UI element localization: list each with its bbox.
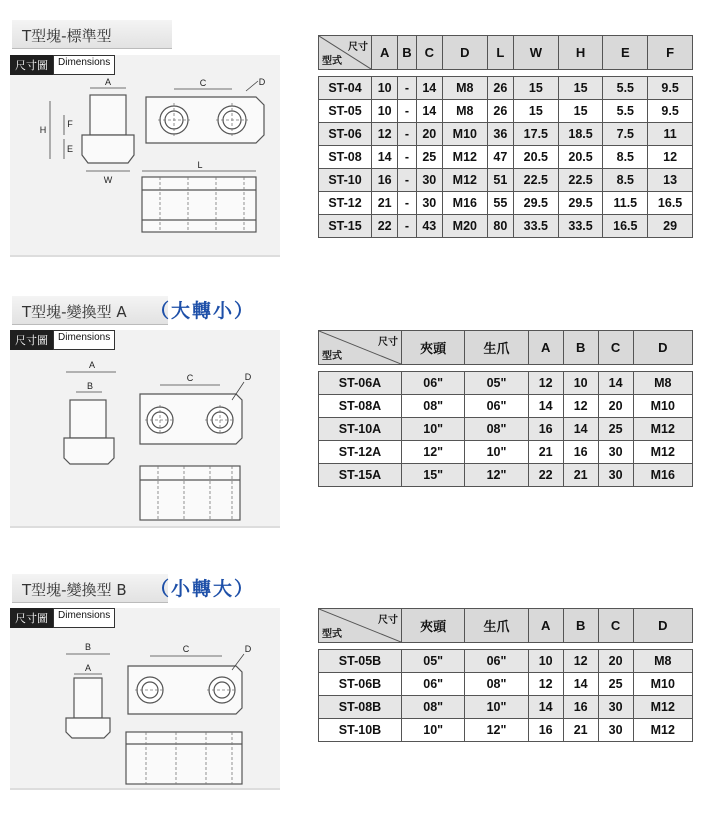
t-block-type-a-drawing bbox=[10, 330, 280, 526]
value-cell: 20 bbox=[416, 123, 442, 146]
header-cell: C bbox=[598, 331, 633, 365]
value-cell: 11 bbox=[648, 123, 693, 146]
value-cell: 8.5 bbox=[603, 146, 648, 169]
value-cell: M12 bbox=[633, 696, 692, 719]
value-cell: 33.5 bbox=[558, 215, 603, 238]
t-block-standard-drawing bbox=[10, 55, 280, 255]
value-cell: M12 bbox=[442, 169, 487, 192]
value-cell: 15 bbox=[558, 77, 603, 100]
dimensions-label-cn: 尺寸圖 bbox=[10, 330, 53, 350]
section3-dimension-drawing bbox=[10, 608, 280, 790]
model-cell: ST-15A bbox=[319, 464, 402, 487]
value-cell: 55 bbox=[487, 192, 513, 215]
header-cell: F bbox=[648, 36, 693, 70]
value-cell: 16 bbox=[563, 441, 598, 464]
value-cell: 14 bbox=[372, 146, 398, 169]
value-cell: 10 bbox=[372, 100, 398, 123]
value-cell: 29.5 bbox=[558, 192, 603, 215]
value-cell: 08" bbox=[465, 418, 528, 441]
header-cell: W bbox=[513, 36, 558, 70]
value-cell: 12 bbox=[372, 123, 398, 146]
dimensions-label-en: Dimensions bbox=[53, 608, 115, 628]
value-cell: 15 bbox=[513, 77, 558, 100]
label-w: W bbox=[103, 175, 113, 185]
value-cell: - bbox=[398, 77, 416, 100]
value-cell: 14 bbox=[528, 696, 563, 719]
label-b: B bbox=[84, 642, 92, 652]
value-cell: 11.5 bbox=[603, 192, 648, 215]
value-cell: 16 bbox=[528, 719, 563, 742]
table-row bbox=[319, 395, 693, 418]
label-d: D bbox=[244, 644, 252, 654]
value-cell: 10 bbox=[372, 77, 398, 100]
value-cell: 22.5 bbox=[513, 169, 558, 192]
header-cell: B bbox=[563, 609, 598, 643]
value-cell: 14 bbox=[416, 77, 442, 100]
model-cell: ST-06A bbox=[319, 372, 402, 395]
section2-spec-table bbox=[318, 330, 693, 487]
header-corner: 尺寸 型式 bbox=[319, 331, 402, 365]
header-corner: 尺寸 型式 bbox=[319, 36, 372, 70]
value-cell: 30 bbox=[598, 719, 633, 742]
table-row bbox=[319, 464, 693, 487]
table-row bbox=[319, 673, 693, 696]
header-cell: C bbox=[416, 36, 442, 70]
label-h: H bbox=[39, 125, 47, 135]
header-cell: B bbox=[398, 36, 416, 70]
dimensions-label-cn: 尺寸圖 bbox=[10, 608, 53, 628]
value-cell: M16 bbox=[442, 192, 487, 215]
label-l: L bbox=[197, 160, 203, 170]
model-cell: ST-15 bbox=[319, 215, 372, 238]
table-row bbox=[319, 441, 693, 464]
header-cell: 生爪 bbox=[465, 331, 528, 365]
value-cell: 30 bbox=[416, 169, 442, 192]
value-cell: 47 bbox=[487, 146, 513, 169]
label-a: A bbox=[84, 663, 92, 673]
label-b: B bbox=[86, 381, 94, 391]
value-cell: 30 bbox=[598, 441, 633, 464]
model-cell: ST-05 bbox=[319, 100, 372, 123]
value-cell: 06" bbox=[402, 673, 465, 696]
label-d: D bbox=[258, 77, 266, 87]
header-cell: C bbox=[598, 609, 633, 643]
model-cell: ST-10B bbox=[319, 719, 402, 742]
value-cell: M10 bbox=[442, 123, 487, 146]
table-header-row bbox=[319, 36, 693, 70]
value-cell: 22 bbox=[528, 464, 563, 487]
label-f: F bbox=[67, 119, 73, 129]
value-cell: 06" bbox=[465, 395, 528, 418]
value-cell: 06" bbox=[465, 650, 528, 673]
value-cell: - bbox=[398, 215, 416, 238]
value-cell: 22.5 bbox=[558, 169, 603, 192]
value-cell: 18.5 bbox=[558, 123, 603, 146]
value-cell: M8 bbox=[633, 650, 692, 673]
value-cell: 9.5 bbox=[648, 77, 693, 100]
value-cell: M16 bbox=[633, 464, 692, 487]
value-cell: 12 bbox=[563, 650, 598, 673]
value-cell: 29.5 bbox=[513, 192, 558, 215]
table-row bbox=[319, 696, 693, 719]
model-cell: ST-12A bbox=[319, 441, 402, 464]
label-d: D bbox=[244, 372, 252, 382]
value-cell: 20 bbox=[598, 395, 633, 418]
value-cell: 10" bbox=[465, 441, 528, 464]
value-cell: 15 bbox=[513, 100, 558, 123]
value-cell: 25 bbox=[598, 673, 633, 696]
header-cell: D bbox=[633, 609, 692, 643]
section3-subtitle: （小轉大） bbox=[150, 578, 256, 600]
value-cell: 12 bbox=[648, 146, 693, 169]
section1-title: T型塊-標準型 bbox=[12, 20, 172, 49]
model-cell: ST-06 bbox=[319, 123, 372, 146]
table-row bbox=[319, 418, 693, 441]
model-cell: ST-05B bbox=[319, 650, 402, 673]
table-row bbox=[319, 123, 693, 146]
value-cell: 5.5 bbox=[603, 77, 648, 100]
value-cell: 16 bbox=[528, 418, 563, 441]
model-cell: ST-10 bbox=[319, 169, 372, 192]
value-cell: M12 bbox=[633, 719, 692, 742]
value-cell: 33.5 bbox=[513, 215, 558, 238]
value-cell: 20.5 bbox=[513, 146, 558, 169]
value-cell: 05" bbox=[465, 372, 528, 395]
label-a: A bbox=[104, 77, 112, 87]
section3-spec-table bbox=[318, 608, 693, 742]
value-cell: M8 bbox=[633, 372, 692, 395]
label-e: E bbox=[66, 144, 74, 154]
table-row bbox=[319, 215, 693, 238]
value-cell: 10 bbox=[563, 372, 598, 395]
value-cell: 15" bbox=[402, 464, 465, 487]
header-cell: D bbox=[633, 331, 692, 365]
value-cell: 14 bbox=[563, 418, 598, 441]
section2-dimension-drawing bbox=[10, 330, 280, 528]
value-cell: 7.5 bbox=[603, 123, 648, 146]
label-c: C bbox=[186, 373, 194, 383]
value-cell: M8 bbox=[442, 100, 487, 123]
value-cell: 80 bbox=[487, 215, 513, 238]
value-cell: 10" bbox=[402, 719, 465, 742]
value-cell: 21 bbox=[563, 719, 598, 742]
value-cell: 13 bbox=[648, 169, 693, 192]
header-cell: 生爪 bbox=[465, 609, 528, 643]
section1-dimension-drawing bbox=[10, 55, 280, 257]
header-cell: A bbox=[528, 331, 563, 365]
value-cell: 22 bbox=[372, 215, 398, 238]
value-cell: 5.5 bbox=[603, 100, 648, 123]
model-cell: ST-10A bbox=[319, 418, 402, 441]
value-cell: 14 bbox=[528, 395, 563, 418]
model-cell: ST-06B bbox=[319, 673, 402, 696]
table-row bbox=[319, 650, 693, 673]
value-cell: 16.5 bbox=[648, 192, 693, 215]
value-cell: 21 bbox=[528, 441, 563, 464]
table-row bbox=[319, 192, 693, 215]
header-cell: 夾頭 bbox=[402, 609, 465, 643]
value-cell: 29 bbox=[648, 215, 693, 238]
value-cell: 08" bbox=[402, 395, 465, 418]
table-row bbox=[319, 146, 693, 169]
value-cell: 17.5 bbox=[513, 123, 558, 146]
value-cell: 20 bbox=[598, 650, 633, 673]
value-cell: 30 bbox=[416, 192, 442, 215]
value-cell: 16.5 bbox=[603, 215, 648, 238]
section1-spec-table bbox=[318, 35, 693, 238]
value-cell: M8 bbox=[442, 77, 487, 100]
value-cell: 26 bbox=[487, 100, 513, 123]
header-cell: A bbox=[528, 609, 563, 643]
value-cell: 26 bbox=[487, 77, 513, 100]
value-cell: 25 bbox=[416, 146, 442, 169]
value-cell: 21 bbox=[372, 192, 398, 215]
value-cell: M10 bbox=[633, 395, 692, 418]
header-cell: H bbox=[558, 36, 603, 70]
dimensions-label-en: Dimensions bbox=[53, 55, 115, 75]
header-cell: L bbox=[487, 36, 513, 70]
value-cell: 15 bbox=[558, 100, 603, 123]
table-row bbox=[319, 372, 693, 395]
value-cell: 12 bbox=[528, 372, 563, 395]
header-cell: E bbox=[603, 36, 648, 70]
table-row bbox=[319, 169, 693, 192]
header-cell: B bbox=[563, 331, 598, 365]
label-c: C bbox=[182, 644, 190, 654]
model-cell: ST-12 bbox=[319, 192, 372, 215]
value-cell: - bbox=[398, 100, 416, 123]
value-cell: 25 bbox=[598, 418, 633, 441]
value-cell: 06" bbox=[402, 372, 465, 395]
value-cell: 16 bbox=[372, 169, 398, 192]
table-row bbox=[319, 77, 693, 100]
section3-title: T型塊-變換型 B bbox=[12, 574, 168, 603]
value-cell: 12" bbox=[402, 441, 465, 464]
value-cell: - bbox=[398, 192, 416, 215]
value-cell: 10" bbox=[465, 696, 528, 719]
header-cell: A bbox=[372, 36, 398, 70]
section2-title: T型塊-變換型 A bbox=[12, 296, 168, 325]
t-block-type-b-drawing bbox=[10, 608, 280, 788]
value-cell: 21 bbox=[563, 464, 598, 487]
value-cell: 30 bbox=[598, 464, 633, 487]
value-cell: 14 bbox=[563, 673, 598, 696]
section2-subtitle: （大轉小） bbox=[150, 300, 256, 322]
value-cell: 14 bbox=[416, 100, 442, 123]
value-cell: 16 bbox=[563, 696, 598, 719]
value-cell: M12 bbox=[442, 146, 487, 169]
value-cell: 30 bbox=[598, 696, 633, 719]
value-cell: 10 bbox=[528, 650, 563, 673]
model-cell: ST-08B bbox=[319, 696, 402, 719]
value-cell: M12 bbox=[633, 441, 692, 464]
table-header-row bbox=[319, 609, 693, 643]
value-cell: 05" bbox=[402, 650, 465, 673]
value-cell: 8.5 bbox=[603, 169, 648, 192]
header-cell: 夾頭 bbox=[402, 331, 465, 365]
dimensions-label-cn: 尺寸圖 bbox=[10, 55, 53, 75]
table-row bbox=[319, 719, 693, 742]
value-cell: - bbox=[398, 146, 416, 169]
value-cell: M12 bbox=[633, 418, 692, 441]
table-row bbox=[319, 100, 693, 123]
value-cell: 9.5 bbox=[648, 100, 693, 123]
value-cell: 12" bbox=[465, 719, 528, 742]
value-cell: M10 bbox=[633, 673, 692, 696]
value-cell: 20.5 bbox=[558, 146, 603, 169]
model-cell: ST-08A bbox=[319, 395, 402, 418]
value-cell: 43 bbox=[416, 215, 442, 238]
value-cell: 12 bbox=[563, 395, 598, 418]
model-cell: ST-04 bbox=[319, 77, 372, 100]
value-cell: 10" bbox=[402, 418, 465, 441]
header-cell: D bbox=[442, 36, 487, 70]
value-cell: 12 bbox=[528, 673, 563, 696]
dimensions-label-en: Dimensions bbox=[53, 330, 115, 350]
label-a: A bbox=[88, 360, 96, 370]
value-cell: - bbox=[398, 123, 416, 146]
value-cell: 08" bbox=[465, 673, 528, 696]
value-cell: - bbox=[398, 169, 416, 192]
value-cell: 12" bbox=[465, 464, 528, 487]
label-c: C bbox=[199, 78, 207, 88]
header-corner: 尺寸 型式 bbox=[319, 609, 402, 643]
value-cell: 08" bbox=[402, 696, 465, 719]
value-cell: 36 bbox=[487, 123, 513, 146]
value-cell: 51 bbox=[487, 169, 513, 192]
model-cell: ST-08 bbox=[319, 146, 372, 169]
value-cell: 14 bbox=[598, 372, 633, 395]
table-header-row bbox=[319, 331, 693, 365]
value-cell: M20 bbox=[442, 215, 487, 238]
